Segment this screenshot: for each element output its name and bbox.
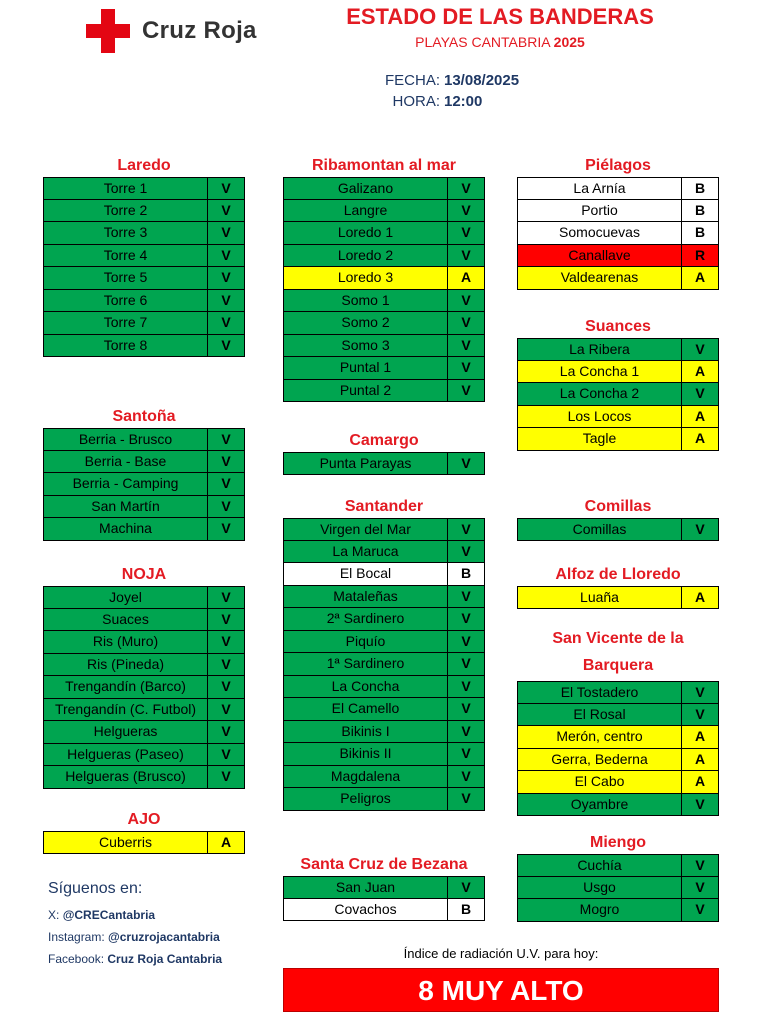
- beach-name: Cuchía: [518, 855, 682, 876]
- flag-code: V: [221, 655, 231, 672]
- section-pielagos: [517, 155, 719, 290]
- beach-name: Somo 1: [284, 290, 448, 312]
- beach-name: Peligros: [284, 788, 448, 810]
- beach-row: [43, 177, 245, 200]
- beach-list: [43, 177, 245, 357]
- flag-code: V: [461, 879, 471, 895]
- beach-name: Torre 3: [44, 222, 208, 244]
- beach-row: [283, 653, 485, 676]
- flag-code: V: [221, 589, 231, 605]
- section-ajo: [43, 809, 245, 854]
- social-x: [48, 904, 222, 926]
- beach-name: Valdearenas: [518, 267, 682, 289]
- flag-code: B: [460, 900, 472, 917]
- beach-name: La Concha: [284, 676, 448, 698]
- social-instagram: [48, 926, 222, 948]
- beach-row: [517, 338, 719, 361]
- beach-name: Bikinis II: [284, 743, 448, 765]
- flag-code: V: [221, 520, 231, 536]
- flag-code: V: [461, 224, 471, 240]
- beach-name: La Concha 1: [518, 361, 682, 383]
- flag-code: V: [461, 677, 471, 694]
- flag-code: V: [695, 857, 705, 873]
- beach-list: [283, 518, 485, 811]
- beach-row: [43, 267, 245, 290]
- beach-row: [43, 496, 245, 519]
- flag-code: V: [695, 878, 705, 895]
- beach-row: [283, 899, 485, 922]
- beach-name: Covachos: [284, 899, 448, 921]
- page-title: ESTADO DE LAS BANDERAS: [346, 4, 654, 29]
- flag-code: B: [460, 565, 472, 581]
- flag-code: V: [221, 201, 231, 218]
- beach-list: [517, 338, 719, 451]
- social-block: [48, 880, 222, 970]
- beach-row: [43, 518, 245, 541]
- beach-row: [517, 200, 719, 223]
- beach-row: [283, 518, 485, 541]
- flag-code: A: [694, 750, 706, 767]
- flag-code: V: [695, 521, 705, 537]
- flag-code: V: [461, 180, 471, 196]
- beach-name: Gerra, Bederna: [518, 749, 682, 771]
- beach-row: [517, 267, 719, 290]
- beach-name: Berria - Base: [44, 451, 208, 473]
- section-title-line1: San Vicente de la: [552, 630, 684, 647]
- beach-row: [283, 676, 485, 699]
- beach-name: Torre 8: [44, 335, 208, 357]
- flag-code: V: [221, 723, 231, 739]
- beach-row: [43, 200, 245, 223]
- instagram-label: Instagram:: [48, 930, 105, 944]
- beach-row: [43, 245, 245, 268]
- beach-row: [43, 312, 245, 335]
- beach-name: Ris (Pineda): [44, 654, 208, 676]
- section-comillas: [517, 496, 719, 541]
- beach-name: Joyel: [44, 587, 208, 608]
- beach-row: [43, 699, 245, 722]
- beach-name: Berria - Brusco: [44, 429, 208, 450]
- beach-row: [43, 676, 245, 699]
- flag-code: A: [694, 269, 706, 285]
- beach-name: Portio: [518, 200, 682, 222]
- beach-row: [283, 452, 485, 475]
- beach-name: La Arnía: [518, 178, 682, 199]
- flag-code: V: [461, 381, 471, 398]
- beach-row: [43, 335, 245, 358]
- beach-row: [43, 654, 245, 677]
- beach-name: Loredo 3: [284, 267, 448, 289]
- flag-code: V: [461, 790, 471, 806]
- beach-row: [517, 749, 719, 772]
- flag-code: V: [695, 341, 705, 357]
- flag-code: V: [461, 336, 471, 353]
- flag-code: R: [694, 246, 706, 263]
- beach-list: [517, 854, 719, 922]
- section-title: Piélagos: [585, 157, 651, 174]
- beach-row: [517, 383, 719, 406]
- beach-row: [517, 222, 719, 245]
- beach-row: [517, 854, 719, 877]
- flag-code: V: [695, 684, 705, 700]
- flag-code: B: [694, 224, 706, 240]
- section-santona: [43, 406, 245, 541]
- beach-row: [517, 681, 719, 704]
- flag-code: V: [461, 455, 471, 471]
- beach-list: [517, 681, 719, 816]
- beach-row: [517, 877, 719, 900]
- beach-row: [517, 586, 719, 609]
- beach-name: Canallave: [518, 245, 682, 267]
- beach-row: [43, 428, 245, 451]
- beach-name: Oyambre: [518, 794, 682, 816]
- flag-code: V: [461, 700, 471, 716]
- beach-name: Langre: [284, 200, 448, 222]
- beach-name: Trengandín (Barco): [44, 676, 208, 698]
- beach-row: [43, 586, 245, 609]
- subtitle-year: 2025: [553, 34, 585, 50]
- beach-name: El Tostadero: [518, 682, 682, 703]
- fecha-label: FECHA:: [384, 72, 440, 89]
- beach-name: Comillas: [518, 519, 682, 540]
- beach-name: La Concha 2: [518, 383, 682, 405]
- flag-code: V: [221, 475, 231, 491]
- flag-code: V: [221, 180, 231, 196]
- beach-row: [517, 794, 719, 817]
- flag-code: A: [694, 430, 706, 446]
- beach-row: [283, 608, 485, 631]
- beach-list: [43, 586, 245, 789]
- beach-name: Mataleñas: [284, 586, 448, 608]
- beach-name: Usgo: [518, 877, 682, 899]
- flag-code: V: [461, 314, 471, 330]
- beach-row: [43, 831, 245, 854]
- beach-name: Torre 1: [44, 178, 208, 199]
- beach-name: Loredo 2: [284, 245, 448, 267]
- beach-name: San Martín: [44, 496, 208, 518]
- section-title: Miengo: [590, 834, 646, 851]
- flag-code: V: [461, 359, 471, 375]
- beach-row: [43, 222, 245, 245]
- beach-name: Loredo 1: [284, 222, 448, 244]
- beach-list: [283, 876, 485, 921]
- flag-code: V: [461, 587, 471, 604]
- beach-row: [283, 335, 485, 358]
- beach-name: Machina: [44, 518, 208, 540]
- section-bezana: [283, 854, 485, 921]
- beach-list: [43, 831, 245, 854]
- beach-list: [517, 177, 719, 290]
- flag-code: V: [461, 767, 471, 784]
- flag-code: V: [461, 745, 471, 761]
- beach-name: Torre 7: [44, 312, 208, 334]
- beach-name: El Cabo: [518, 771, 682, 793]
- beach-row: [283, 312, 485, 335]
- beach-list: [283, 177, 485, 402]
- beach-name: Cuberris: [44, 832, 208, 853]
- beach-row: [517, 406, 719, 429]
- section-santander: [283, 496, 485, 811]
- beach-name: Merón, centro: [518, 726, 682, 748]
- flag-code: V: [221, 246, 231, 263]
- beach-name: Berria - Camping: [44, 473, 208, 495]
- flag-code: V: [461, 655, 471, 671]
- beach-name: Torre 6: [44, 290, 208, 312]
- flag-code: V: [221, 610, 231, 627]
- beach-row: [517, 704, 719, 727]
- flag-code: A: [220, 834, 232, 850]
- section-title: Santa Cruz de Bezana: [300, 856, 468, 873]
- facebook-label: Facebook:: [48, 952, 105, 966]
- beach-row: [283, 563, 485, 586]
- flag-code: V: [461, 632, 471, 649]
- uv-index-label: Índice de radiación U.V. para hoy:: [403, 946, 599, 961]
- red-cross-icon: [86, 9, 130, 53]
- beach-name: Helgueras (Paseo): [44, 744, 208, 766]
- subtitle-prefix: PLAYAS CANTABRIA: [415, 34, 550, 50]
- flag-code: V: [461, 201, 471, 218]
- beach-row: [283, 245, 485, 268]
- beach-row: [517, 518, 719, 541]
- flag-code: V: [695, 385, 705, 401]
- beach-name: Torre 5: [44, 267, 208, 289]
- flag-code: B: [694, 180, 706, 196]
- beach-row: [43, 609, 245, 632]
- flag-code: V: [221, 291, 231, 308]
- beach-name: Punta Parayas: [284, 453, 448, 474]
- beach-row: [517, 361, 719, 384]
- beach-row: [283, 721, 485, 744]
- section-title: Santander: [344, 498, 424, 515]
- beach-list: [517, 586, 719, 609]
- beach-list: [283, 452, 485, 475]
- flag-code: V: [221, 768, 231, 784]
- flag-code: A: [460, 269, 472, 285]
- beach-row: [517, 177, 719, 200]
- section-title: Suances: [585, 318, 651, 335]
- section-sanvicente: [517, 627, 719, 816]
- beach-name: Puntal 2: [284, 380, 448, 402]
- flag-code: V: [461, 246, 471, 263]
- flag-code: V: [221, 497, 231, 514]
- beach-name: Torre 2: [44, 200, 208, 222]
- beach-name: Suaces: [44, 609, 208, 631]
- section-title: Alfoz de Lloredo: [555, 566, 681, 583]
- beach-row: [283, 290, 485, 313]
- beach-row: [283, 380, 485, 403]
- beach-row: [43, 451, 245, 474]
- beach-row: [283, 631, 485, 654]
- section-title: Comillas: [584, 498, 652, 515]
- flag-code: V: [695, 795, 705, 812]
- flag-code: V: [461, 722, 471, 739]
- beach-name: La Maruca: [284, 541, 448, 563]
- beach-row: [517, 245, 719, 268]
- flag-code: A: [694, 589, 706, 605]
- fecha-value: 13/08/2025: [444, 72, 520, 89]
- section-ribamontan: [283, 155, 485, 402]
- flag-code: V: [221, 633, 231, 649]
- beach-row: [283, 788, 485, 811]
- beach-name: Ris (Muro): [44, 631, 208, 653]
- beach-name: El Rosal: [518, 704, 682, 726]
- section-title: NOJA: [121, 566, 167, 583]
- section-laredo: [43, 155, 245, 357]
- hora-label: HORA:: [392, 93, 440, 110]
- beach-row: [283, 267, 485, 290]
- page-subtitle: [300, 34, 700, 50]
- beach-name: El Bocal: [284, 563, 448, 585]
- beach-row: [517, 726, 719, 749]
- flag-code: A: [694, 407, 706, 424]
- section-miengo: [517, 832, 719, 922]
- beach-row: [283, 743, 485, 766]
- beach-row: [283, 698, 485, 721]
- beach-name: Piquío: [284, 631, 448, 653]
- beach-name: Somo 2: [284, 312, 448, 334]
- beach-row: [43, 721, 245, 744]
- section-title: Ribamontan al mar: [311, 157, 457, 174]
- beach-name: Trengandín (C. Futbol): [44, 699, 208, 721]
- beach-name: San Juan: [284, 877, 448, 898]
- beach-row: [43, 744, 245, 767]
- beach-name: El Camello: [284, 698, 448, 720]
- beach-row: [283, 766, 485, 789]
- flag-code: V: [221, 224, 231, 240]
- beach-row: [283, 876, 485, 899]
- flag-code: V: [221, 700, 231, 717]
- instagram-handle[interactable]: @cruzrojacantabria: [108, 930, 220, 944]
- flag-code: V: [221, 678, 231, 694]
- beach-name: La Ribera: [518, 339, 682, 360]
- beach-name: Virgen del Mar: [284, 519, 448, 540]
- flag-code: V: [221, 336, 231, 353]
- section-suances: [517, 316, 719, 451]
- section-title: AJO: [127, 811, 161, 828]
- beach-row: [43, 473, 245, 496]
- social-heading: Síguenos en:: [48, 880, 143, 897]
- beach-list: [43, 428, 245, 541]
- flag-code: V: [221, 452, 231, 469]
- date-time-block: [378, 70, 519, 112]
- beach-row: [283, 200, 485, 223]
- beach-row: [283, 177, 485, 200]
- beach-name: 1ª Sardinero: [284, 653, 448, 675]
- beach-row: [283, 222, 485, 245]
- facebook-handle[interactable]: Cruz Roja Cantabria: [107, 952, 223, 966]
- beach-list: [517, 518, 719, 541]
- beach-row: [517, 771, 719, 794]
- beach-row: [517, 428, 719, 451]
- beach-name: Somo 3: [284, 335, 448, 357]
- flag-code: V: [461, 610, 471, 626]
- beach-name: Mogro: [518, 899, 682, 921]
- beach-name: 2ª Sardinero: [284, 608, 448, 630]
- uv-index-value: 8 MUY ALTO: [283, 968, 719, 1012]
- beach-name: Luaña: [518, 587, 682, 608]
- cruz-roja-logo: [86, 8, 296, 54]
- section-title: Camargo: [349, 432, 419, 449]
- beach-row: [517, 899, 719, 922]
- beach-name: Puntal 1: [284, 357, 448, 379]
- flag-code: V: [461, 542, 471, 559]
- section-title: Laredo: [117, 157, 171, 174]
- beach-name: Torre 4: [44, 245, 208, 267]
- section-camargo: [283, 430, 485, 475]
- flag-code: V: [221, 431, 231, 447]
- beach-row: [43, 766, 245, 789]
- beach-row: [283, 357, 485, 380]
- flag-code: B: [694, 201, 706, 218]
- section-title-line2: Barquera: [582, 657, 654, 674]
- hora-value: 12:00: [444, 93, 483, 110]
- section-title: Santoña: [112, 408, 176, 425]
- flag-code: A: [694, 362, 706, 379]
- flag-code: V: [221, 314, 231, 330]
- beach-name: Helgueras (Brusco): [44, 766, 208, 788]
- beach-name: Somocuevas: [518, 222, 682, 244]
- flag-code: V: [221, 745, 231, 762]
- flag-code: V: [461, 521, 471, 537]
- beach-row: [283, 586, 485, 609]
- logo-text: Cruz Roja: [142, 17, 257, 44]
- beach-name: Los Locos: [518, 406, 682, 428]
- beach-row: [43, 290, 245, 313]
- section-alfoz: [517, 564, 719, 609]
- beach-name: Helgueras: [44, 721, 208, 743]
- beach-row: [283, 541, 485, 564]
- flag-code: V: [695, 901, 705, 917]
- flag-code: V: [461, 291, 471, 308]
- social-facebook: [48, 948, 222, 970]
- flag-code: V: [695, 705, 705, 722]
- x-handle[interactable]: @CRECantabria: [62, 908, 156, 922]
- section-noja: [43, 564, 245, 789]
- beach-name: Magdalena: [284, 766, 448, 788]
- beach-name: Bikinis I: [284, 721, 448, 743]
- beach-name: Tagle: [518, 428, 682, 450]
- beach-name: Galizano: [284, 178, 448, 199]
- flag-code: A: [694, 773, 706, 789]
- flag-code: A: [694, 728, 706, 744]
- beach-row: [43, 631, 245, 654]
- x-label: X:: [48, 908, 60, 922]
- flag-code: V: [221, 269, 231, 285]
